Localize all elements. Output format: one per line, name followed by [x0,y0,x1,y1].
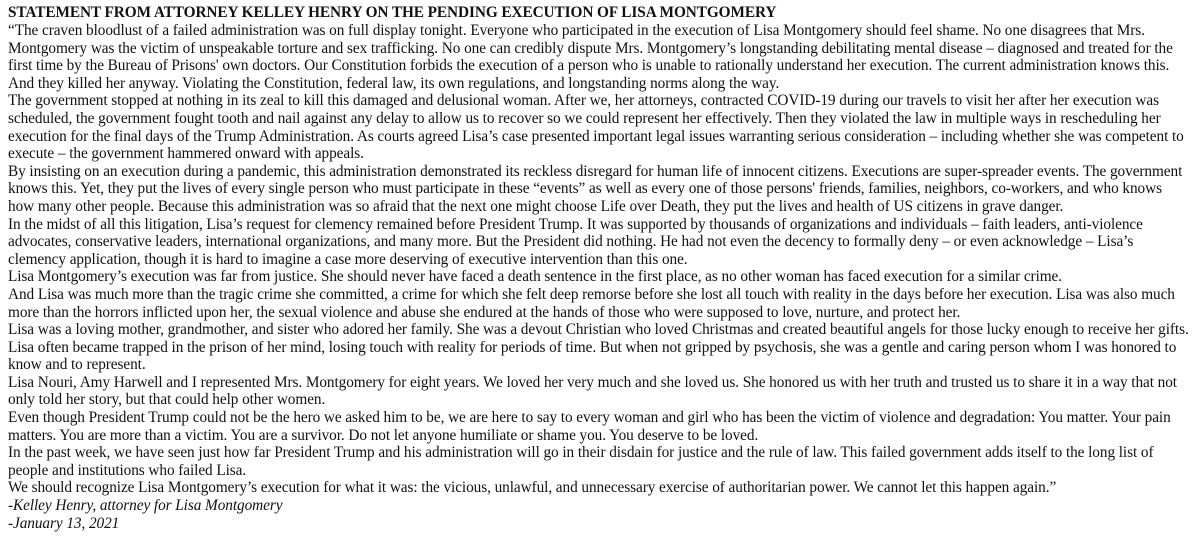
statement-title: STATEMENT FROM ATTORNEY KELLEY HENRY ON THE PENDING EXECUTION OF LISA MONTGOMERY [8,4,777,21]
paragraph-8: Lisa Nouri, Amy Harwell and I represented Mrs. Montgomery for eight years. We loved her very much and she loved us. She honored us with her truth and trusted us to share it in a way that not only told her story, but that could help other women. [8,373,1177,409]
paragraph-10: In the past week, we have seen just how far President Trump and his administration will go in their disdain for justice and the rule of law. This failed government adds itself to the long list of people and institutions who failed Lisa. [8,444,1154,479]
paragraph-3: By insisting on an execution during a pandemic, this administration demonstrated its reckless disregard for human life of innocent citizens. Executions are super-spreader events. The government knows this. Yet, they put the lives of every single person who must participate in these “events” as well as every one of those persons' friends, families, neighbors, co-workers, and who knows how many other people. Because this administration was so afraid that the next one might choose Life over Death, they put the lives and health of US citizens in grave danger. [8,162,1183,215]
date-line: -January 13, 2021 [8,514,120,532]
signature-line: -Kelley Henry, attorney for Lisa Montgomery [8,497,283,515]
paragraph-7: Lisa was a loving mother, grandmother, and sister who adored her family. She was a devout Christian who loved Christmas and created beautiful angels for those lucky enough to receive her gifts. Lisa often became trapped in the prison of her mind, losing touch with reality for periods of time. But when not gripped by psychosis, she was a gentle and caring person whom I was honored to know and to represent. [8,321,1189,374]
paragraph-9: Even though President Trump could not be the hero we asked him to be, we are here to say to every woman and girl who has been the victim of violence and degradation: You matter. Your pain matters. You are more than a victim. You are a survivor. Do not let anyone humiliate or shame you. You deserve to be loved. [8,409,1171,444]
paragraph-4: In the midst of all this litigation, Lisa’s request for clemency remained before President Trump. It was supported by thousands of organizations and individuals – faith leaders, anti-violence advocates, conservative leaders, international organizations, and many more. But the President did nothing. He had not even the decency to formally deny – or even acknowledge – Lisa’s clemency application, though it is hard to imagine a case more deserving of executive intervention than this one. [8,215,1143,268]
paragraph-1: “The craven bloodlust of a failed administration was on full display tonight. Everyone who participated in the execution of Lisa Montgomery should feel shame. No one disagrees that Mrs. Montgomery was the victim of unspeakable torture and sex trafficking. No one can credibly dispute Mrs. Montgomery’s longstanding debilitating mental disease – diagnosed and treated for the first time by the Bureau of Prisons' own doctors. Our Constitution forbids the execution of a person who is unable to rationally understand her execution. The current administration knows this. And they killed her anyway. Violating the Constitution, federal law, its own regulations, and longstanding norms along the way. [8,22,1173,92]
paragraph-2: The government stopped at nothing in its zeal to kill this damaged and delusional woman. After we, her attorneys, contracted COVID-19 during our travels to visit her after her execution was scheduled, the government fought tooth and nail against any delay to allow us to recover so we could represent her effectively. Then they violated the law in multiple ways in rescheduling her execution for the final days of the Trump Administration. As courts agreed Lisa’s case presented important legal issues warranting serious consideration – including whether she was competent to execute – the government hammered onward with appeals. [8,92,1184,163]
paragraph-5: Lisa Montgomery’s execution was far from justice. She should never have faced a death sentence in the first place, as no other woman has faced execution for a similar crime. [8,268,1063,286]
paragraph-11: We should recognize Lisa Montgomery’s execution for what it was: the vicious, unlawful, and unnecessary exercise of authoritarian power. We cannot let this happen again.” [8,479,1057,497]
paragraph-6: And Lisa was much more than the tragic crime she committed, a crime for which she felt deep remorse before she lost all touch with reality in the days before her execution. Lisa was also much more than the horrors inflicted upon her, the sexual violence and abuse she endured at the hands of those who were supposed to love, nurture, and protect her. [8,285,1175,321]
